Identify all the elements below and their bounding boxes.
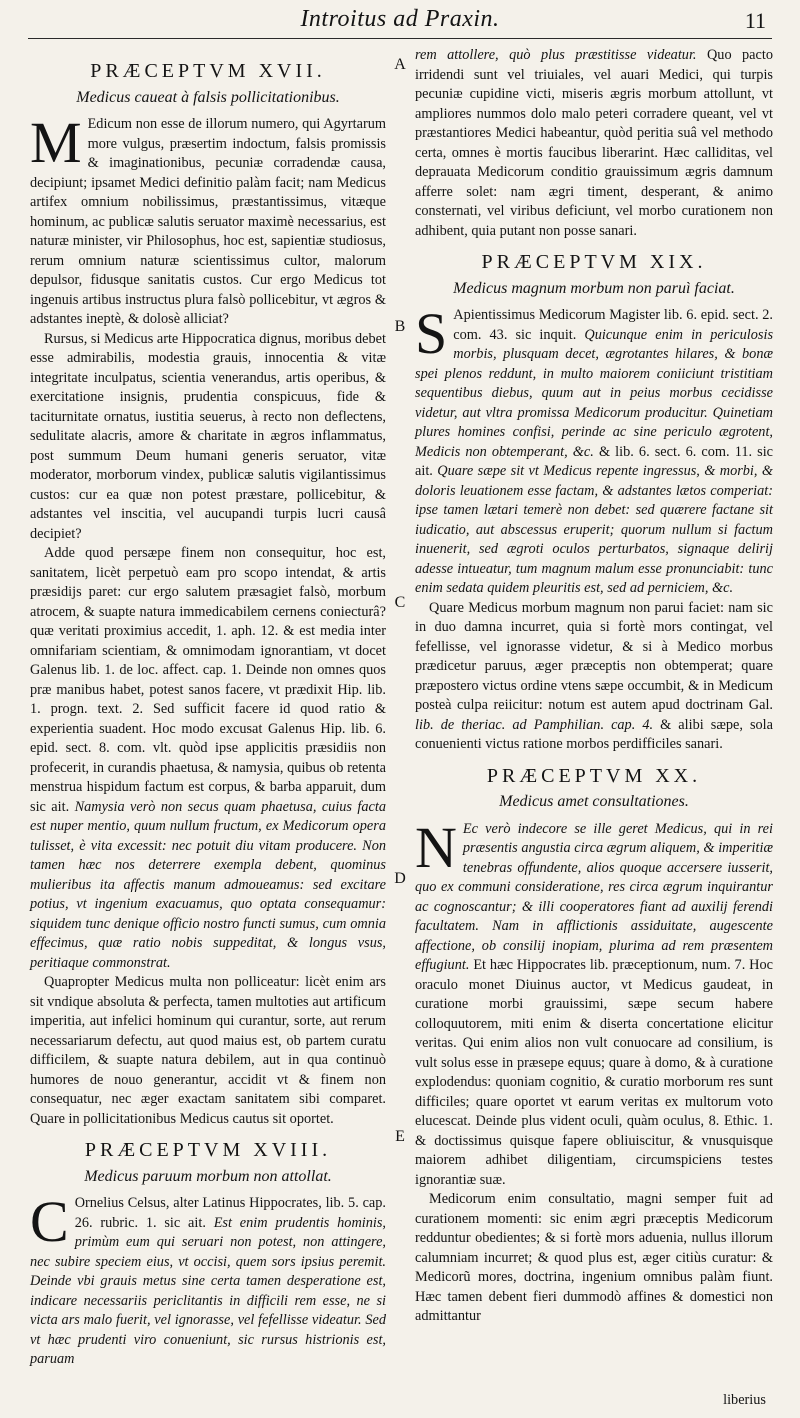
margin-letter-b: B bbox=[394, 318, 406, 335]
precept-18-subheading: Medicus paruum morbum non attollat. bbox=[84, 1167, 332, 1185]
precept-18-continuation-b: Quo pacto irridendi sunt vel triuiales, vel auari Medici, qui turpis pecuniæ cupidine victi, miseris ægris morbum attollunt, vt ampliores nummos dolo malo peteri corradere queant, vel vt præstantiores Medici habeantur, quòd peritia suâ vel methodo certa, omnes è mortis faucibus liberarint. Hæc calliditas, vel deprauata Medicorum conditio grauissimum ægris damnum afferre solet: nam ægri timent, desperant, & animo consternati, vel viribus deficiunt, vel morbo curationem non adhibent, quia putant non posse sanari. bbox=[415, 47, 773, 239]
precept-17-paragraph-1-text: Edicum non esse de illorum numero, qui Agyrtarum more vulgus, præsertim indoctum, falsis promissis & imaginationibus, pecuniæ corradendæ causa, decipiunt; ipsamet Medici definitio palàm facit; nam Medicus artifex omnium nobilissimus, præstantissimus, vitæque hominum, ac publicæ salutis seruator maximè necessarius, est naturæ minister, vir Philosophus, hoc est, sapientiæ studiosus, rerum omnium naturæ scientissimus cultor, malorum depulsor, fidusque sanitatis custos. Cur ergo Medicus tot ingenuis artibus instructus plura falsò pollicebitur, vt ægros & adstantes ineptè, & dolosè alliciat? bbox=[30, 116, 386, 327]
dropcap-s: S bbox=[415, 301, 448, 366]
precept-18-heading: PRÆCEPTVM XVIII. bbox=[84, 1139, 332, 1161]
precept-19-paragraph-2 bbox=[415, 599, 773, 755]
precept-19-paragraph-1b: Quicunque enim in periculosis morbis, plusquam decet, ægrotantes hilares, & bonæ spei plenos reddunt, in multo maiorem coniiciunt tristitiam sequentibus diebus, quum aut in peius morbus cecidisse videtur, aut vltra promissa Medicorum producitur. Quinetiam plures homines confisi, perinde ac sine periculo ægrotent, Medicis non obtemperant, &c. bbox=[415, 326, 774, 460]
precept-19-paragraph-1c: & lib. 6. sect. 6. com. 11. sic ait. bbox=[415, 443, 774, 479]
precept-19-paragraph-1 bbox=[415, 301, 774, 599]
running-title: Introitus ad Praxin. bbox=[300, 6, 500, 32]
left-column bbox=[30, 46, 386, 1370]
dropcap-c: C bbox=[30, 1189, 69, 1254]
precept-20-subheading: Medicus amet consultationes. bbox=[499, 793, 689, 810]
precept-20-paragraph-1 bbox=[415, 814, 773, 1191]
header-rule bbox=[28, 38, 772, 39]
precept-20-paragraph-1a: Ec verò indecore se ille geret Medicus, qui in rei præsentis angustia circa ægrum aliquem, & imperitiæ tenebras offundente, alios quoque accersere iusserit, quo ex communi consideratione, res circa ægrum inquirantur ac cognoscantur; & illi cooperatores fiant ad auxilij ferendi facultatem. Nam in afflictionis assiduitate, augescente affectione, ob consilij inopiam, plurima ad rem præsentem effugiunt. bbox=[415, 820, 773, 973]
precept-17-subheading: Medicus caueat à falsis pollicitationibus. bbox=[76, 88, 340, 106]
precept-18-continuation-a: rem attollere, quò plus præstitisse videatur. bbox=[415, 47, 697, 63]
precept-19-paragraph-1a: Apientissimus Medicorum Magister lib. 6. epid. sect. 2. com. 43. sic inquit. bbox=[453, 307, 773, 343]
margin-letter-c: C bbox=[394, 594, 406, 611]
precept-19-paragraph-1d: Quare sæpe sit vt Medicus repente ingressus, & morbi, & doloris leuationem esse factam, & adstantes lætos comperiat: ipse tamen lætari temerè non debet: sed quærere factane sit iudicatio, aut abscessus eruperit; quorum nullum si factum inuenerit, sed ægroti oculos perturbatos, signaque delirij adesse intueatur, tum magnum malum esse pronunciabit: tunc enim sedata quidem pleuritis est, sed ad perniciem, &c. bbox=[415, 463, 773, 596]
precept-17-heading: PRÆCEPTVM XVII. bbox=[90, 60, 326, 82]
precept-18-paragraph-1b: Est enim prudentis hominis, primùm eum qui seruari non potest, non attingere, nec subire speciem eius, vt occisi, quem sors ipsius peremit. Deinde vbi grauis metus sine certa tamen desperatione est, indicare necessariis periclitantis in difficili rem esse, ne si victa ars malo fuerit, vel ignorasse, vel fefellisse videatur. Sed vt hæc prudenti viro conueniunt, sic rursus histrionis est, paruam bbox=[30, 1214, 386, 1367]
dropcap-m: M bbox=[30, 110, 82, 175]
precept-19-paragraph-2b: lib. de theriac. ad Pamphilian. cap. 4. bbox=[415, 716, 654, 733]
precept-19-subheading: Medicus magnum morbum non paruì faciat. bbox=[453, 279, 735, 297]
precept-20-paragraph-2: Medicorum enim consultatio, magni semper fuit ad curationem momenti: sic enim ægri præceptis Medicorum redduntur obedientes; & si fortè mors aduenia, nullus illorum calumniam incurret; & quod plus est, æger citiùs curatur: & Medicorũ mores, doctrina, ingenium omnibus palàm fiunt. Hæc tamen debent fieri dummodò affines & domestici non admittantur bbox=[415, 1191, 773, 1324]
running-head bbox=[0, 6, 800, 36]
margin-letter-a: A bbox=[394, 56, 406, 73]
precept-17-paragraph-1 bbox=[30, 110, 386, 330]
page-number: 11 bbox=[744, 8, 766, 33]
precept-20-heading: PRÆCEPTVM XX. bbox=[486, 764, 702, 787]
precept-18-paragraph-1a: Ornelius Celsus, alter Latinus Hippocrates, lib. 5. cap. 26. rubric. 1. sic ait. bbox=[74, 1195, 386, 1231]
right-column bbox=[415, 46, 773, 1327]
precept-18-continuation bbox=[415, 46, 773, 241]
precept-17-paragraph-2: Rursus, si Medicus arte Hippocratica dignus, moribus debet esse admirabilis, modestia grauis, innocentia & vitæ integritate inculpatus, scientia venerandus, artis operibus, & exercitatione insignis, prudentia conspicuus, fide & taciturnitate ornatus, iustitia seuerus, à recto non deflectens, sedulitate alacris, amore & charitate in ægros inflammatus, post summum Deum humani generis seruator, vitæ moderator, morborum vindex, publicæ salutis vigilantissimus custos: cur ea quæ non potest præstare, pollicebitur, & adstantes vel inscitia, vel aucupandi turpis lucri causâ decipiet? bbox=[30, 330, 386, 542]
margin-letter-e: E bbox=[395, 1128, 405, 1145]
precept-17-paragraph-3a: Adde quod persæpe finem non consequitur, hoc est, sanitatem, licèt perpetuò eam pro scopo intendat, & artis præsidijs paret: cur ergo salutem præsagiet falsò, morbum atrocem, & suapte natura immedicabilem cernens coniecturâ? quæ veritati proximius accedit, 1. aph. 12. & est media inter omnifariam scientiam, & omnimodam ignorantiam, vt docet Galenus lib. 1. de loc. affect. cap. 1. Deinde non omnes quos præ manibus habet, potest sanos facere, vt prædixit Hip. lib. 1. progn. text. 2. Sed sufficit facere id quod ratio & experientia suadent. Hoc modo excusat Galenus Hip. lib. 6. epid. sect. 8. com. vlt. quòd ipse applicitis præsidiis non profecerit, in curandis phaetusa, & namysia, quibus ob retenta menstrua hispidum factum est corpus, & barba apparuit, dum sic ait. bbox=[30, 545, 386, 815]
catchword: liberius bbox=[723, 1392, 766, 1408]
precept-19-paragraph-2a: Quare Medicus morbum magnum non parui faciet: nam sic in duo damna incurret, quia si fortè mors contingat, vel fefellisse, vel ignorasse videtur, & si à Medico morbus prædicetur paruus, æger præceptis non obtemperat; quare præpostero victus ordine vtens sæpe occumbit, & in Medicum posteà culpa reiicitur: notum est autem apud doctrinam Gal. bbox=[415, 599, 773, 713]
precept-17-paragraph-3b: Namysia verò non secus quam phaetusa, cuius facta est nuper mentio, quum nullum fructum, ex Medicorum opera tulisset, è vita excessit: nec potuit diu vitam producere. Non tamen hæc nos deterrere exempla debent, quominus mulieribus ita affectis manum admoueamus: sed excitare potius, vt ingenium exacuamus, quo optata consequamur: siquidem tunc denique officio nostro functi sumus, cum omnia effecimus, quæ ratio nobis suppeditat, & longus vsus, peritiaque commonstrat. bbox=[30, 798, 386, 971]
precept-19-heading: PRÆCEPTVM XIX. bbox=[481, 251, 707, 273]
dropcap-n: N bbox=[415, 814, 457, 880]
margin-letter-d: D bbox=[394, 870, 406, 887]
precept-17-paragraph-3 bbox=[30, 544, 386, 973]
precept-17-paragraph-4: Quapropter Medicus multa non polliceatur: licèt enim ars sit vndique absoluta & perfecta, tamen multoties aut artificum imperitia, aut infelici hominum qui curantur, sorte, aut rerum necessariarum defectu, aut quod maius est, ob partem curatu difficilem, & suapte natura debilem, aut in qua continuò humores de nouo generantur, accidit vt & finem non consequatur, nec æger exactam sanitatem sibi comparet. Quare in pollicitationibus Medicus cautus sit oportet. bbox=[30, 974, 386, 1127]
precept-20-paragraph-1b: Et hæc Hippocrates lib. præceptionum, num. 7. Hoc oraculo monet Diuinus auctor, vt Medicus gaudeat, in curatione morbi grauissimi, sæpe secum habere colloquutorem, miti enim & diserta concertatione elicitur veritas. Qui enim alios non vult conuocare ad consilium, is vult solus esse in præsepe equus; quare à domo, & à curatione explodendus: quoniam cognitio, & curatio morborum res sunt difficiles; quare oportet vt earum veritas ex multorum voto elucescat. Deinde plus vident oculi, quàm oculus, 8. Ethic. 1. & doctissimus quisque fapere obliuiscitur, & vnusquisque maiorem adhibet diligentiam, circumspiciens testes ignorantiæ suæ. bbox=[415, 957, 773, 1188]
precept-19-paragraph-2c: & alibi sæpe, sola conuenienti victus ratione morbos perdifficiles sanari. bbox=[415, 716, 774, 752]
precept-18-paragraph-1 bbox=[30, 1189, 386, 1370]
